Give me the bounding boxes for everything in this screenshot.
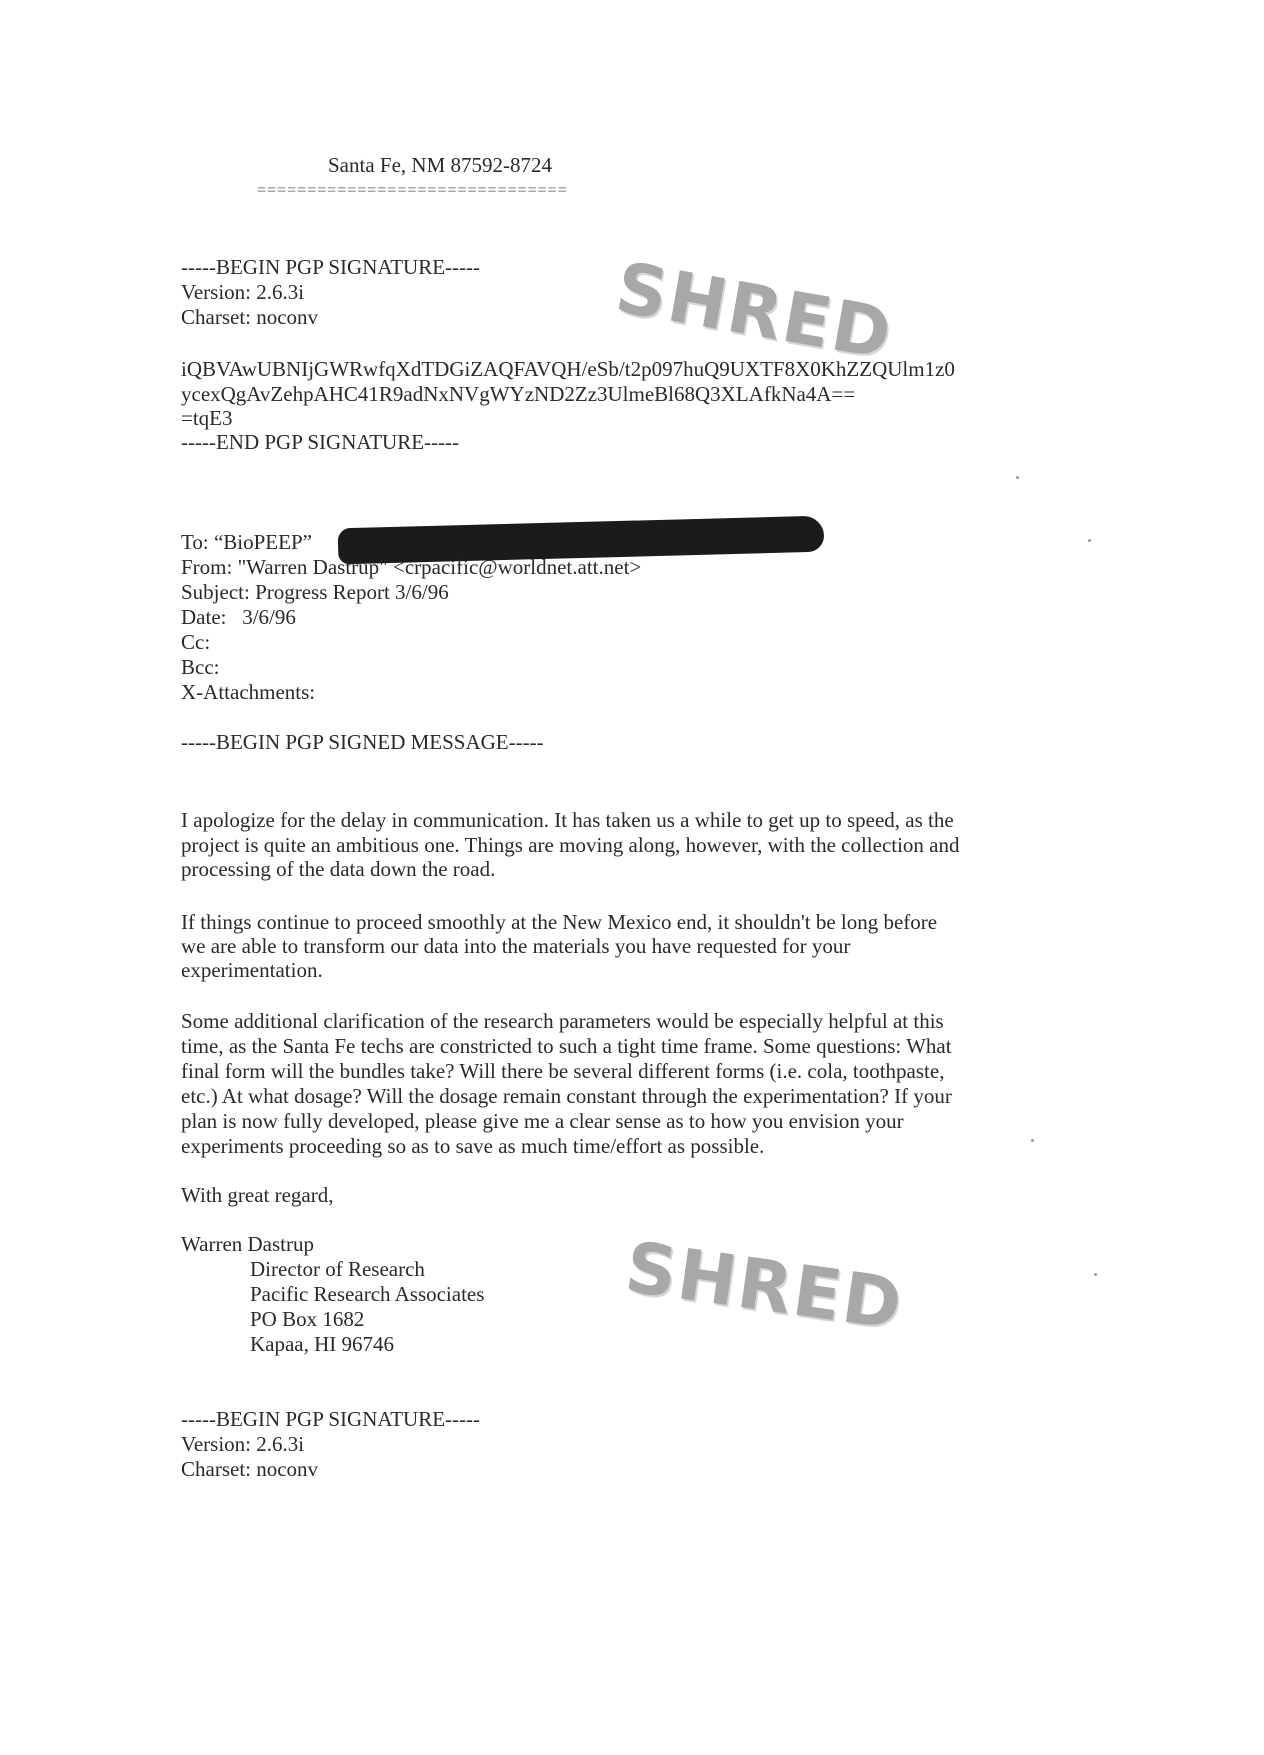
shred-stamp-top: SHRED	[609, 246, 899, 376]
email-date: Date: 3/6/96	[181, 605, 296, 629]
address-line: Santa Fe, NM 87592-8724	[328, 153, 552, 177]
pgp-sig-charset: Charset: noconv	[181, 305, 319, 329]
pgp-sig2-version: Version: 2.6.3i	[181, 1432, 305, 1456]
body-p3-line-2: time, as the Santa Fe techs are constricted to such a tight time frame. Some questions: What	[181, 1034, 952, 1058]
signature-name: Warren Dastrup	[181, 1232, 315, 1256]
email-bcc: Bcc:	[181, 655, 220, 679]
pgp-sig-line-3: =tqE3	[181, 406, 233, 430]
email-subject: Subject: Progress Report 3/6/96	[181, 580, 449, 604]
body-p3-line-1: Some additional clarification of the research parameters would be especially helpful at this	[181, 1009, 944, 1033]
separator-line: ===============================	[257, 182, 568, 199]
shred-stamp-bottom: SHRED	[620, 1225, 909, 1347]
body-p2-line-3: experimentation.	[181, 958, 323, 982]
closing: With great regard,	[181, 1183, 334, 1207]
scan-speck	[1031, 1139, 1034, 1142]
pgp-sig-begin: -----BEGIN PGP SIGNATURE-----	[181, 255, 481, 279]
email-attachments: X-Attachments:	[181, 680, 316, 704]
email-cc: Cc:	[181, 630, 211, 654]
email-to: To: “BioPEEP”	[181, 530, 312, 554]
pgp-sig-end: -----END PGP SIGNATURE-----	[181, 430, 460, 454]
scan-speck	[1094, 1273, 1097, 1276]
pgp-sig-line-2: ycexQgAvZehpAHC41R9adNxNVgWYzND2Zz3UlmeBl68Q3XLAfkNa4A==	[181, 382, 856, 406]
signature-title: Director of Research	[250, 1257, 425, 1281]
body-p1-line-2: project is quite an ambitious one. Things are moving along, however, with the collection and	[181, 833, 960, 857]
body-p2-line-1: If things continue to proceed smoothly at the New Mexico end, it shouldn't be long before	[181, 910, 938, 934]
body-p3-line-3: final form will the bundles take? Will there be several different forms (i.e. cola, toothpaste,	[181, 1059, 945, 1083]
body-p3-line-6: experiments proceeding so as to save as much time/effort as possible.	[181, 1134, 765, 1158]
pgp-sig-version: Version: 2.6.3i	[181, 280, 305, 304]
scan-speck	[1088, 539, 1091, 542]
pgp-sig2-begin: -----BEGIN PGP SIGNATURE-----	[181, 1407, 481, 1431]
body-p1-line-1: I apologize for the delay in communication. It has taken us a while to get up to speed, as the	[181, 808, 954, 832]
signature-po-box: PO Box 1682	[250, 1307, 365, 1331]
pgp-sig2-charset: Charset: noconv	[181, 1457, 319, 1481]
pgp-sig-line-1: iQBVAwUBNIjGWRwfqXdTDGiZAQFAVQH/eSb/t2p097huQ9UXTF8X0KhZZQUlm1z0	[181, 357, 955, 381]
pgp-signed-message-begin: -----BEGIN PGP SIGNED MESSAGE-----	[181, 730, 544, 754]
scan-speck	[1016, 476, 1019, 479]
body-p3-line-5: plan is now fully developed, please give me a clear sense as to how you envision your	[181, 1109, 904, 1133]
body-p3-line-4: etc.) At what dosage? Will the dosage remain constant through the experimentation? If your	[181, 1084, 952, 1108]
signature-org: Pacific Research Associates	[250, 1282, 485, 1306]
body-p2-line-2: we are able to transform our data into the materials you have requested for your	[181, 934, 851, 958]
signature-city: Kapaa, HI 96746	[250, 1332, 395, 1356]
body-p1-line-3: processing of the data down the road.	[181, 857, 496, 881]
email-from: From: "Warren Dastrup" <crpacific@worldnet.att.net>	[181, 555, 642, 579]
